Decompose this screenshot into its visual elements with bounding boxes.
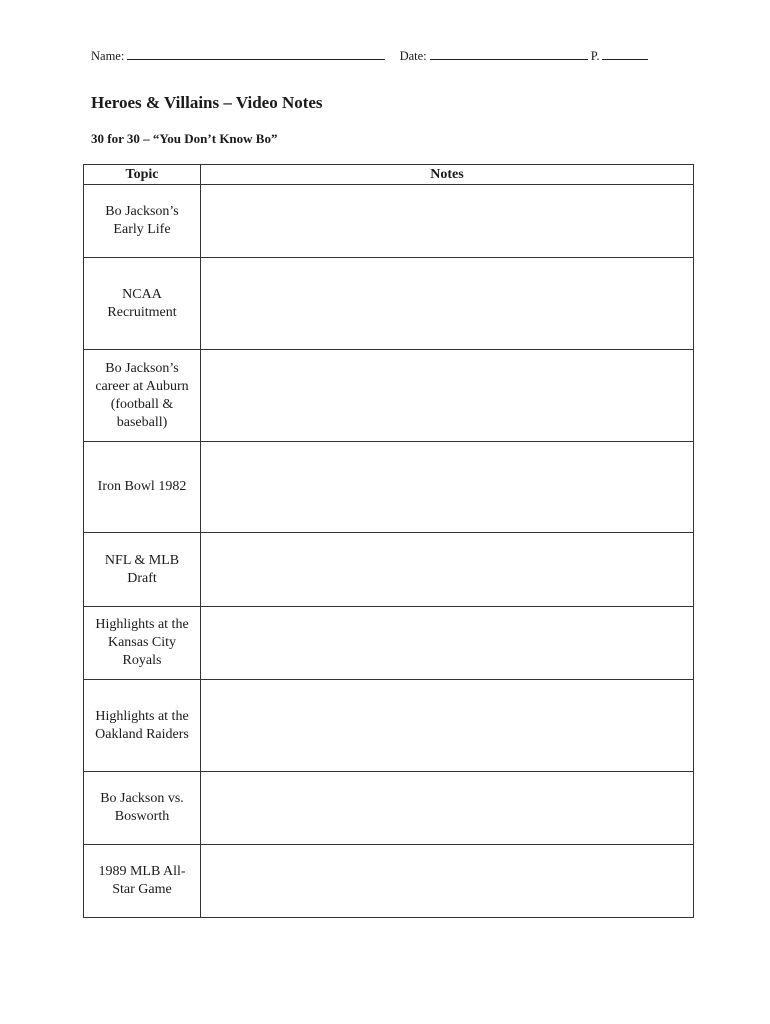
topic-cell: NCAA Recruitment: [84, 258, 201, 350]
page-subtitle: 30 for 30 – “You Don’t Know Bo”: [91, 131, 278, 146]
table-header-row: [84, 165, 694, 185]
date-blank[interactable]: [430, 47, 588, 60]
notes-cell[interactable]: [201, 607, 694, 680]
topic-cell: Highlights at the Oakland Raiders: [84, 680, 201, 772]
topic-cell: NFL & MLB Draft: [84, 533, 201, 607]
topic-column-header: Topic: [84, 165, 201, 185]
table-row: [84, 185, 694, 258]
table-row: [84, 350, 694, 442]
notes-cell[interactable]: [201, 350, 694, 442]
period-blank[interactable]: [602, 47, 648, 60]
notes-cell[interactable]: [201, 442, 694, 533]
topic-cell: Iron Bowl 1982: [84, 442, 201, 533]
table-row: [84, 680, 694, 772]
video-notes-table: [83, 164, 694, 918]
topic-cell: Bo Jackson’s Early Life: [84, 185, 201, 258]
table-row: [84, 607, 694, 680]
notes-cell[interactable]: [201, 258, 694, 350]
notes-cell[interactable]: [201, 845, 694, 918]
name-blank[interactable]: [127, 47, 385, 60]
notes-cell[interactable]: [201, 772, 694, 845]
notes-cell[interactable]: [201, 533, 694, 607]
name-label: Name:: [91, 49, 125, 63]
student-info-line: [91, 47, 648, 64]
page-title: Heroes & Villains – Video Notes: [91, 93, 323, 112]
topic-cell: Bo Jackson’s career at Auburn (football & baseball): [84, 350, 201, 442]
topic-cell: 1989 MLB All-Star Game: [84, 845, 201, 918]
notes-cell[interactable]: [201, 185, 694, 258]
date-label: Date:: [399, 49, 427, 63]
topic-cell: Highlights at the Kansas City Royals: [84, 607, 201, 680]
table-row: [84, 442, 694, 533]
period-label: P.: [590, 49, 600, 63]
table-row: [84, 258, 694, 350]
table-row: [84, 845, 694, 918]
table-row: [84, 772, 694, 845]
notes-column-header: Notes: [201, 165, 694, 185]
topic-cell: Bo Jackson vs. Bosworth: [84, 772, 201, 845]
table-row: [84, 533, 694, 607]
notes-cell[interactable]: [201, 680, 694, 772]
